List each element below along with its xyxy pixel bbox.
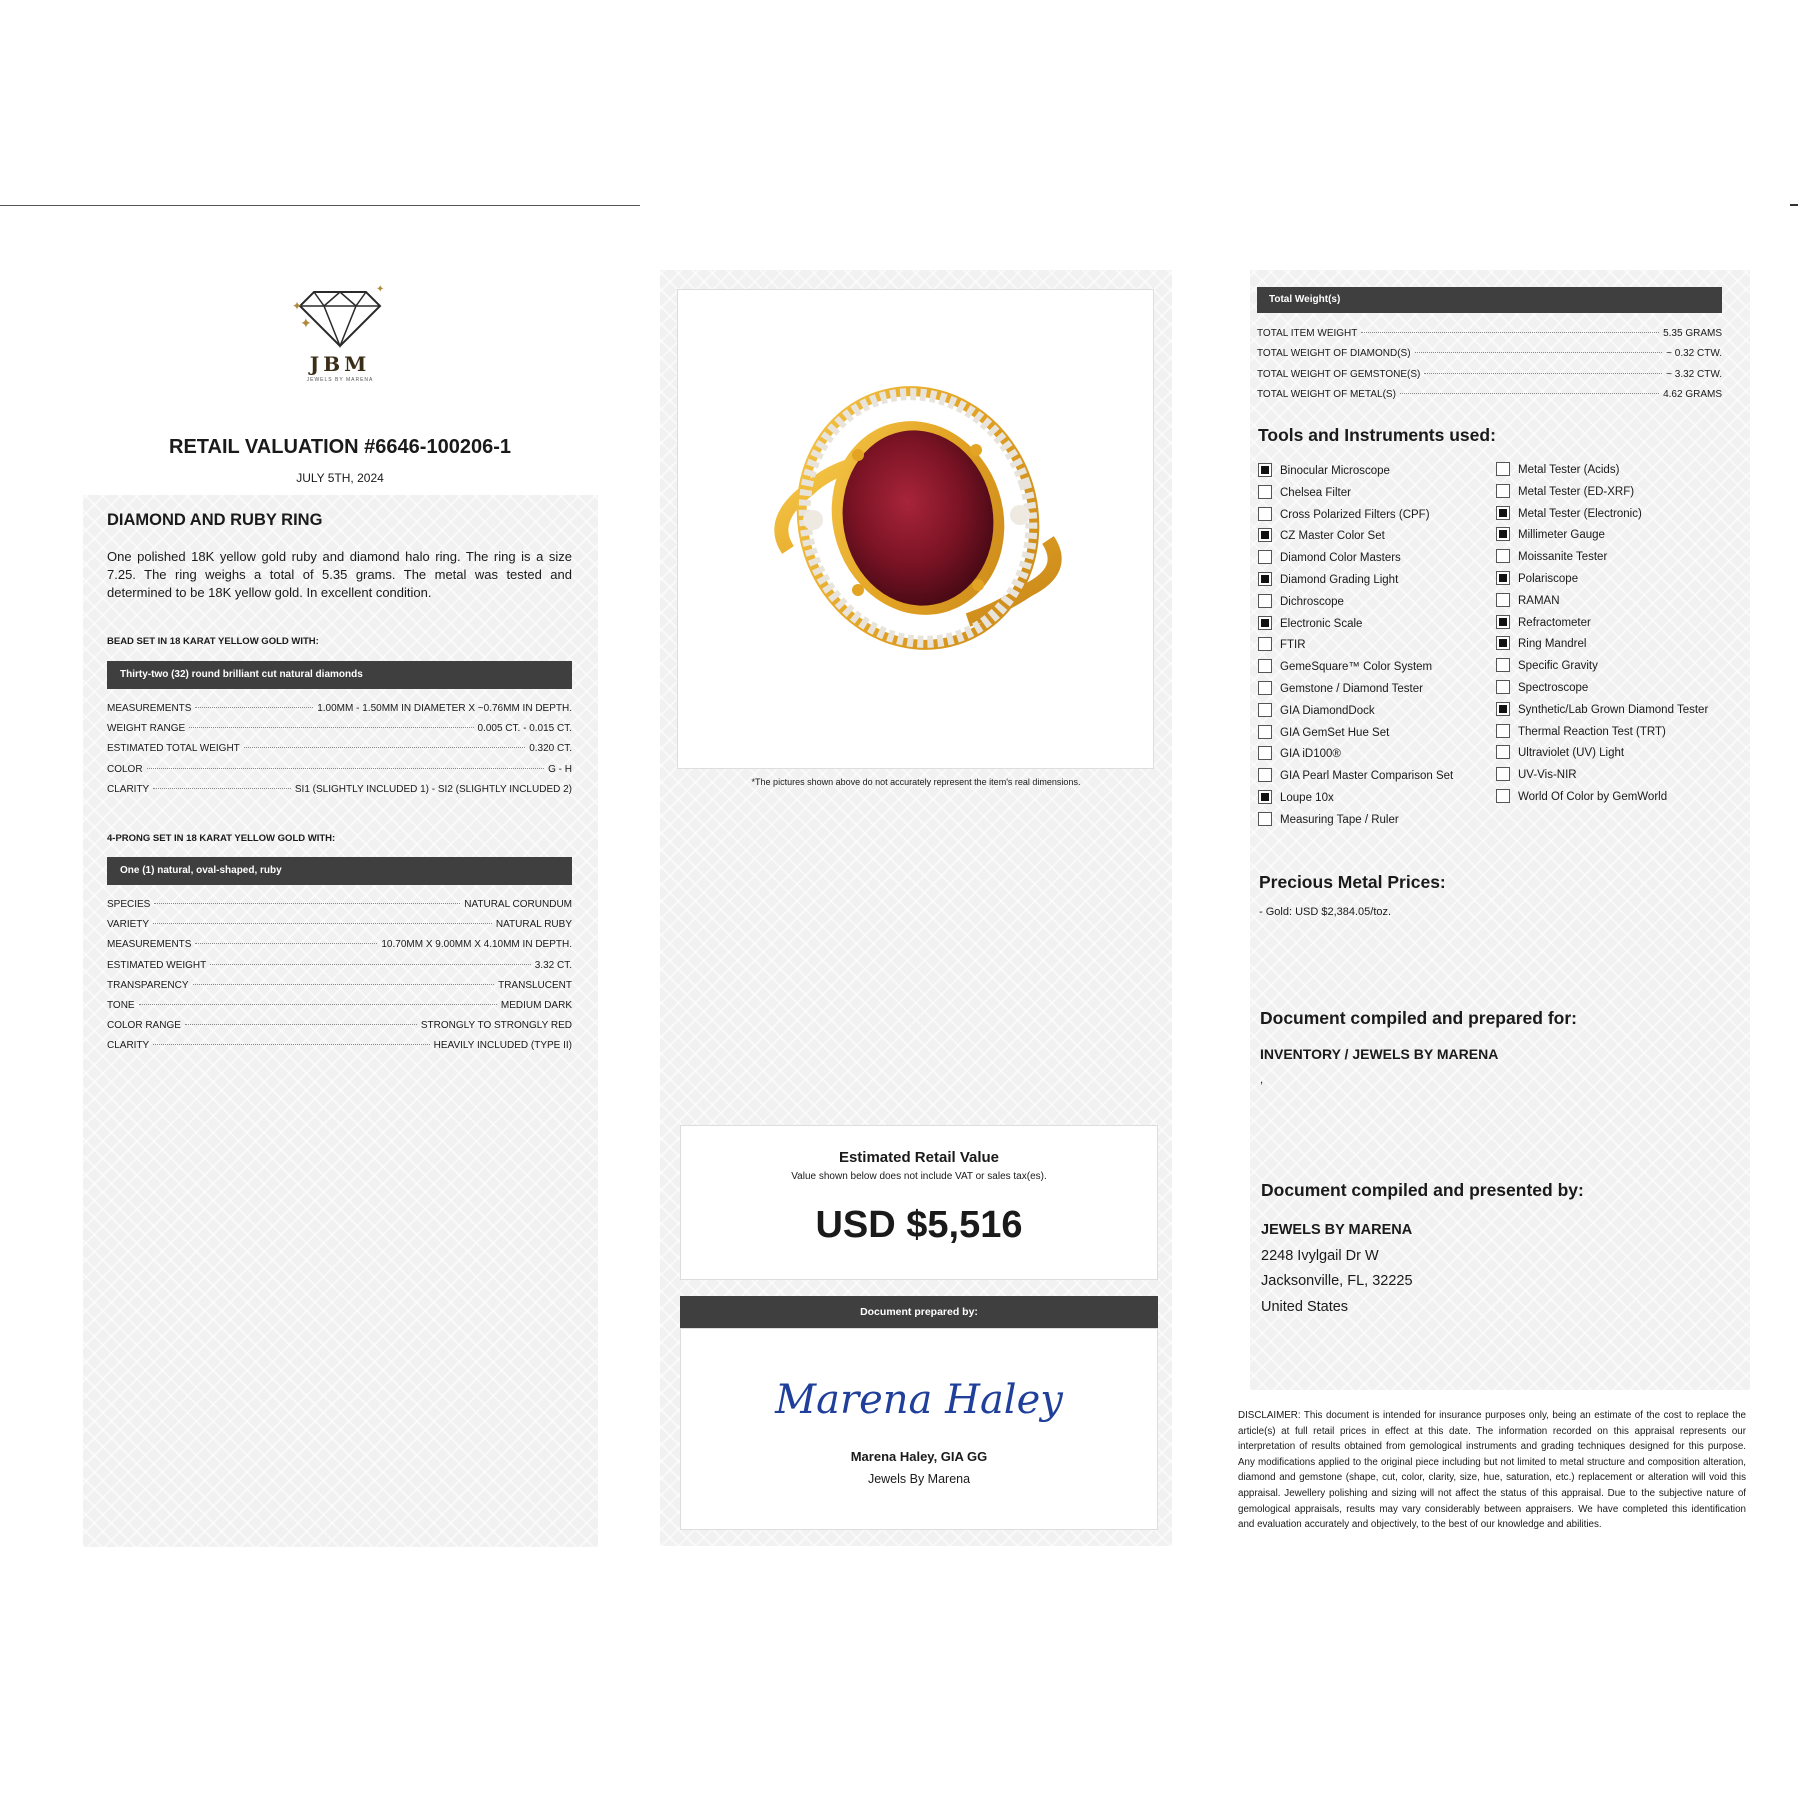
logo-text: JBM	[309, 352, 371, 376]
tool-item: Loupe 10x	[1258, 790, 1453, 812]
jbm-logo	[290, 280, 390, 390]
checkbox-icon	[1496, 506, 1510, 520]
ruby-ring-image	[678, 290, 1153, 768]
spec-row: COLOR RANGE STRONGLY TO STRONGLY RED	[107, 1020, 572, 1032]
diamond-bar: Thirty-two (32) round brilliant cut natural diamonds	[107, 661, 572, 689]
checkbox-icon	[1258, 616, 1272, 630]
svg-text:✦: ✦	[300, 315, 312, 331]
checkbox-icon	[1258, 550, 1272, 564]
spec-row: VARIETY NATURAL RUBY	[107, 919, 572, 931]
tool-item: Moissanite Tester	[1496, 549, 1708, 571]
compiled-for-address: ,	[1260, 1074, 1264, 1086]
checkbox-icon	[1258, 703, 1272, 717]
tool-item: Millimeter Gauge	[1496, 527, 1708, 549]
spec-row: MEASUREMENTS 10.70MM X 9.00MM X 4.10MM IN DEPTH.	[107, 939, 572, 951]
compiled-for-heading: Document compiled and prepared for:	[1260, 1008, 1577, 1028]
checkbox-icon	[1258, 485, 1272, 499]
checkbox-icon	[1496, 658, 1510, 672]
checkbox-icon	[1258, 659, 1272, 673]
ruby-spec-list	[107, 899, 572, 1061]
total-weights-list	[1257, 328, 1722, 409]
checkbox-icon	[1496, 745, 1510, 759]
diamond-setting-heading: BEAD SET IN 18 KARAT YELLOW GOLD WITH:	[107, 636, 319, 647]
diamond-spec-list	[107, 703, 572, 804]
valuation-date: JULY 5TH, 2024	[296, 471, 384, 485]
tool-item: Metal Tester (ED-XRF)	[1496, 484, 1708, 506]
tool-item: GIA DiamondDock	[1258, 703, 1453, 725]
tool-item: Gemstone / Diamond Tester	[1258, 681, 1453, 703]
checkbox-icon	[1496, 484, 1510, 498]
checkbox-icon	[1258, 790, 1272, 804]
tool-item: Polariscope	[1496, 571, 1708, 593]
estimated-value-amount: USD $5,516	[815, 1204, 1023, 1246]
weight-row: TOTAL ITEM WEIGHT 5.35 GRAMS	[1257, 328, 1722, 339]
checkbox-icon	[1258, 637, 1272, 651]
svg-text:✦: ✦	[292, 299, 303, 313]
checkbox-icon	[1258, 768, 1272, 782]
checkbox-icon	[1258, 572, 1272, 586]
checkbox-icon	[1258, 507, 1272, 521]
tool-item: UV-Vis-NIR	[1496, 767, 1708, 789]
compiled-by-street: 2248 Ivylgail Dr W	[1261, 1247, 1379, 1264]
svg-text:✦: ✦	[376, 284, 385, 295]
tool-item: World Of Color by GemWorld	[1496, 789, 1708, 811]
checkbox-icon	[1258, 594, 1272, 608]
spec-row: CLARITY SI1 (SLIGHTLY INCLUDED 1) - SI2 (SLIGHTLY INCLUDED 2)	[107, 783, 572, 795]
tools-column-1	[1258, 463, 1453, 834]
tool-item: Synthetic/Lab Grown Diamond Tester	[1496, 702, 1708, 724]
logo-subtitle: JEWELS BY MARENA	[306, 377, 374, 383]
weight-row: TOTAL WEIGHT OF METAL(S) 4.62 GRAMS	[1257, 388, 1722, 400]
compiled-by-name: JEWELS BY MARENA	[1261, 1222, 1413, 1238]
spec-row: MEASUREMENTS 1.00MM - 1.50MM IN DIAMETER X ~0.76MM IN DEPTH.	[107, 703, 572, 714]
compiled-by-address	[1261, 1218, 1413, 1320]
ruby-bar: One (1) natural, oval-shaped, ruby	[107, 857, 572, 885]
checkbox-icon	[1496, 767, 1510, 781]
valuation-title: RETAIL VALUATION #6646-100206-1	[169, 436, 511, 458]
checkbox-icon	[1258, 725, 1272, 739]
tool-item: Metal Tester (Acids)	[1496, 462, 1708, 484]
tool-item: GIA iD100®	[1258, 746, 1453, 768]
photo-disclaimer: *The pictures shown above do not accurately represent the item's real dimensions.	[751, 777, 1081, 787]
weight-row: TOTAL WEIGHT OF GEMSTONE(S) ~ 3.32 CTW.	[1257, 368, 1722, 380]
diamond-logo-icon	[290, 280, 390, 352]
top-divider	[0, 205, 640, 206]
tools-column-2	[1496, 462, 1708, 811]
spec-row: CLARITY HEAVILY INCLUDED (TYPE II)	[107, 1040, 572, 1052]
preparer-name: Marena Haley, GIA GG	[850, 1449, 988, 1464]
estimated-value-note: Value shown below does not include VAT or sales tax(es).	[791, 1171, 1047, 1182]
tools-heading: Tools and Instruments used:	[1258, 425, 1496, 445]
signature-image	[681, 1329, 1157, 1439]
checkbox-icon	[1496, 680, 1510, 694]
checkbox-icon	[1496, 571, 1510, 585]
checkbox-icon	[1258, 463, 1272, 477]
tool-item: Chelsea Filter	[1258, 485, 1453, 507]
signature: Marena Haley	[775, 1377, 1063, 1423]
tool-item: Diamond Grading Light	[1258, 572, 1453, 594]
tool-item: Cross Polarized Filters (CPF)	[1258, 507, 1453, 529]
tool-item: Spectroscope	[1496, 680, 1708, 702]
checkbox-icon	[1496, 615, 1510, 629]
total-weights-bar: Total Weight(s)	[1257, 287, 1722, 313]
item-description: One polished 18K yellow gold ruby and diamond halo ring. The ring is a size 7.25. The ring weighs a total of 5.35 grams. The metal was tested and determined to be 18K yellow gold. In excellent condition.	[107, 549, 572, 600]
spec-row: TRANSPARENCY TRANSLUCENT	[107, 979, 572, 991]
checkbox-icon	[1258, 812, 1272, 826]
checkbox-icon	[1496, 593, 1510, 607]
checkbox-icon	[1258, 681, 1272, 695]
prepared-by-bar: Document prepared by:	[680, 1296, 1158, 1328]
compiled-by-heading: Document compiled and presented by:	[1261, 1180, 1584, 1200]
spec-row: TONE MEDIUM DARK	[107, 999, 572, 1011]
spec-row: WEIGHT RANGE 0.005 CT. - 0.015 CT.	[107, 723, 572, 735]
metal-prices-heading: Precious Metal Prices:	[1259, 872, 1446, 892]
disclaimer: DISCLAIMER: This document is intended for insurance purposes only, being an estimate of the cost to replace the article(s) at full retail prices in effect at this date. The information recorded on this appraisal represents our interpretation of results obtained from gemological instruments and grading techniques designed for this purpose. Any modifications applied to the original piece including but not limited to metal structure and composition alteration, diamond and gemstone (shape, cut, color, clarity, size, hue, saturation, etc.) replacement or alteration will void this appraisal. Jewellery polishing and sizing will not affect the status of this appraisal. Due to the subjective nature of gemological appraisals, results may vary considerably between appraisers. We have completed this identification and evaluation accurately and objectively, to the best of our knowledge and abilities.	[1238, 1410, 1746, 1531]
tool-item: Ring Mandrel	[1496, 636, 1708, 658]
compiled-for-name: INVENTORY / JEWELS BY MARENA	[1260, 1046, 1499, 1062]
tool-item: Electronic Scale	[1258, 616, 1453, 638]
top-divider-mark	[1790, 204, 1798, 206]
prepared-by-box	[680, 1328, 1158, 1530]
tool-item: FTIR	[1258, 637, 1453, 659]
tool-item: Binocular Microscope	[1258, 463, 1453, 485]
compiled-by-country: United States	[1261, 1298, 1349, 1315]
gold-price: - Gold: USD $2,384.05/toz.	[1259, 906, 1392, 918]
ruby-setting-heading: 4-PRONG SET IN 18 KARAT YELLOW GOLD WITH:	[107, 833, 336, 844]
checkbox-icon	[1496, 702, 1510, 716]
spec-row: ESTIMATED WEIGHT 3.32 CT.	[107, 959, 572, 971]
checkbox-icon	[1496, 789, 1510, 803]
tool-item: Thermal Reaction Test (TRT)	[1496, 724, 1708, 746]
tool-item: Metal Tester (Electronic)	[1496, 506, 1708, 528]
tool-item: CZ Master Color Set	[1258, 528, 1453, 550]
tool-item: Diamond Color Masters	[1258, 550, 1453, 572]
compiled-by-city: Jacksonville, FL, 32225	[1261, 1273, 1413, 1289]
checkbox-icon	[1496, 527, 1510, 541]
estimated-value-box	[680, 1125, 1158, 1280]
checkbox-icon	[1258, 746, 1272, 760]
checkbox-icon	[1258, 528, 1272, 542]
tool-item: RAMAN	[1496, 593, 1708, 615]
checkbox-icon	[1496, 636, 1510, 650]
tool-item: Measuring Tape / Ruler	[1258, 812, 1453, 834]
spec-row: SPECIES NATURAL CORUNDUM	[107, 899, 572, 910]
tool-item: Refractometer	[1496, 615, 1708, 637]
spec-row: ESTIMATED TOTAL WEIGHT 0.320 CT.	[107, 743, 572, 755]
tool-item: Ultraviolet (UV) Light	[1496, 745, 1708, 767]
item-title: DIAMOND AND RUBY RING	[107, 511, 323, 529]
tool-item: GIA Pearl Master Comparison Set	[1258, 768, 1453, 790]
estimated-value-title: Estimated Retail Value	[838, 1149, 1000, 1166]
weight-row: TOTAL WEIGHT OF DIAMOND(S) ~ 0.32 CTW.	[1257, 348, 1722, 360]
ring-photo	[677, 289, 1154, 769]
checkbox-icon	[1496, 462, 1510, 476]
tool-item: Specific Gravity	[1496, 658, 1708, 680]
checkbox-icon	[1496, 724, 1510, 738]
checkbox-icon	[1496, 549, 1510, 563]
preparer-company: Jewels By Marena	[867, 1472, 971, 1486]
tool-item: Dichroscope	[1258, 594, 1453, 616]
tool-item: GemeSquare™ Color System	[1258, 659, 1453, 681]
tool-item: GIA GemSet Hue Set	[1258, 725, 1453, 747]
spec-row: COLOR G - H	[107, 763, 572, 775]
